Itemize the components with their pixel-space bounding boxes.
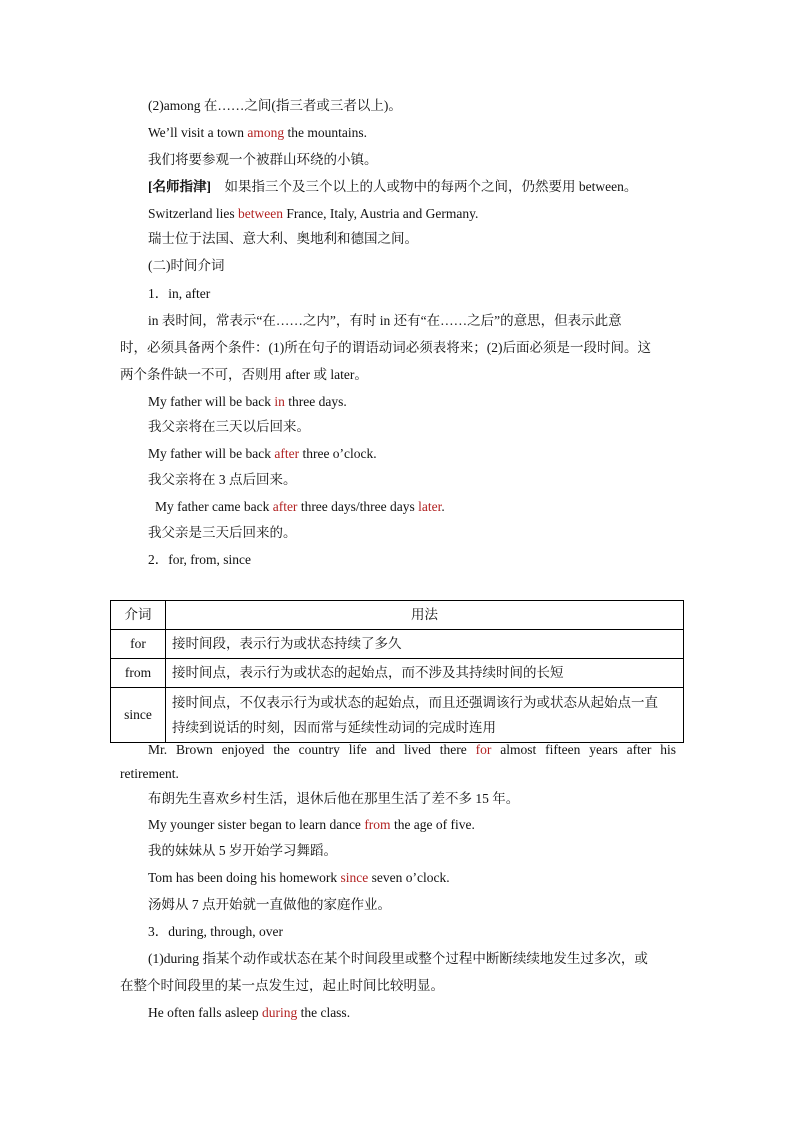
table-cell: 接时间段，表示行为或状态持续了多久 bbox=[166, 630, 684, 659]
table-cell: 接时间点，表示行为或状态的起始点，而不涉及其持续时间的长短 bbox=[166, 659, 684, 688]
highlight-word: among bbox=[247, 125, 285, 140]
example-sentence: My father will be back in three days. bbox=[148, 394, 347, 409]
highlight-word: after bbox=[272, 499, 298, 514]
example-sentence: We’ll visit a town among the mountains. bbox=[148, 125, 368, 140]
highlight-word: since bbox=[340, 870, 369, 885]
translation: 我的妹妹从 5 岁开始学习舞蹈。 bbox=[148, 843, 337, 858]
highlight-word: for bbox=[475, 742, 492, 757]
subsection-heading: 3．during, through, over bbox=[148, 924, 283, 939]
table-cell: for bbox=[111, 630, 166, 659]
example-sentence: My younger sister began to learn dance from the age of five. bbox=[148, 817, 475, 832]
highlight-word: after bbox=[274, 446, 300, 461]
section-heading: (二)时间介词 bbox=[148, 258, 225, 273]
translation: 我们将要参观一个被群山环绕的小镇。 bbox=[148, 152, 378, 167]
table-header-row bbox=[111, 601, 684, 630]
example-sentence: My father came back after three days/three days later. bbox=[155, 499, 445, 514]
translation: 我父亲是三天后回来的。 bbox=[148, 525, 297, 540]
highlight-word: between bbox=[237, 206, 283, 221]
table-row bbox=[111, 659, 684, 688]
example-sentence: He often falls asleep during the class. bbox=[148, 1005, 351, 1020]
paragraph-line: (1)during 指某个动作或状态在某个时间段里或整个过程中断断续续地发生过多次，或 bbox=[148, 951, 648, 966]
table-row bbox=[111, 630, 684, 659]
table-cell: since bbox=[111, 688, 166, 743]
highlight-word: during bbox=[261, 1005, 298, 1020]
highlight-word: later bbox=[418, 499, 442, 514]
tip-tag: [名师指津] bbox=[148, 179, 211, 194]
translation: 汤姆从 7 点开始就一直做他的家庭作业。 bbox=[148, 897, 391, 912]
subsection-heading: 1．in, after bbox=[148, 286, 211, 301]
teacher-tip: [名师指津] 如果指三个及三个以上的人或物中的每两个之间，仍然要用 between。 bbox=[148, 179, 638, 194]
example-sentence-cont: retirement. bbox=[120, 766, 179, 781]
paragraph-line: in 表时间，常表示“在……之内”，有时 in 还有“在……之后”的意思，但表示此意 bbox=[148, 313, 622, 328]
highlight-word: in bbox=[274, 394, 285, 409]
subsection-heading: 2．for, from, since bbox=[148, 552, 251, 567]
translation: 我父亲将在 3 点后回来。 bbox=[148, 472, 297, 487]
among-heading: (2)among 在……之间(指三者或三者以上)。 bbox=[148, 98, 402, 113]
paragraph-line: 两个条件缺一不可，否则用 after 或 later。 bbox=[120, 367, 368, 382]
table-row bbox=[111, 688, 684, 743]
table-header: 介词 bbox=[111, 601, 166, 630]
example-sentence: Mr. Brown enjoyed the country life and lived there for almost fifteen years after his bbox=[148, 742, 676, 757]
translation: 布朗先生喜欢乡村生活，退休后他在那里生活了差不多 15 年。 bbox=[148, 791, 520, 806]
example-sentence: My father will be back after three o’clock. bbox=[148, 446, 377, 461]
translation: 瑞士位于法国、意大利、奥地利和德国之间。 bbox=[148, 231, 418, 246]
prepositions-table bbox=[110, 600, 684, 743]
paragraph-line: 时，必须具备两个条件：(1)所在句子的谓语动词必须表将来；(2)后面必须是一段时间。这 bbox=[120, 340, 651, 355]
example-sentence: Switzerland lies between France, Italy, Austria and Germany. bbox=[148, 206, 479, 221]
table-header: 用法 bbox=[166, 601, 684, 630]
highlight-word: from bbox=[364, 817, 391, 832]
table-cell: 接时间点，不仅表示行为或状态的起始点，而且还强调该行为或状态从起始点一直 持续到说话的时刻，因而常与延续性动词的完成时连用 bbox=[166, 688, 684, 743]
paragraph-line: 在整个时间段里的某一点发生过，起止时间比较明显。 bbox=[120, 978, 444, 993]
example-sentence: Tom has been doing his homework since seven o’clock. bbox=[148, 870, 450, 885]
translation: 我父亲将在三天以后回来。 bbox=[148, 419, 310, 434]
table-cell: from bbox=[111, 659, 166, 688]
